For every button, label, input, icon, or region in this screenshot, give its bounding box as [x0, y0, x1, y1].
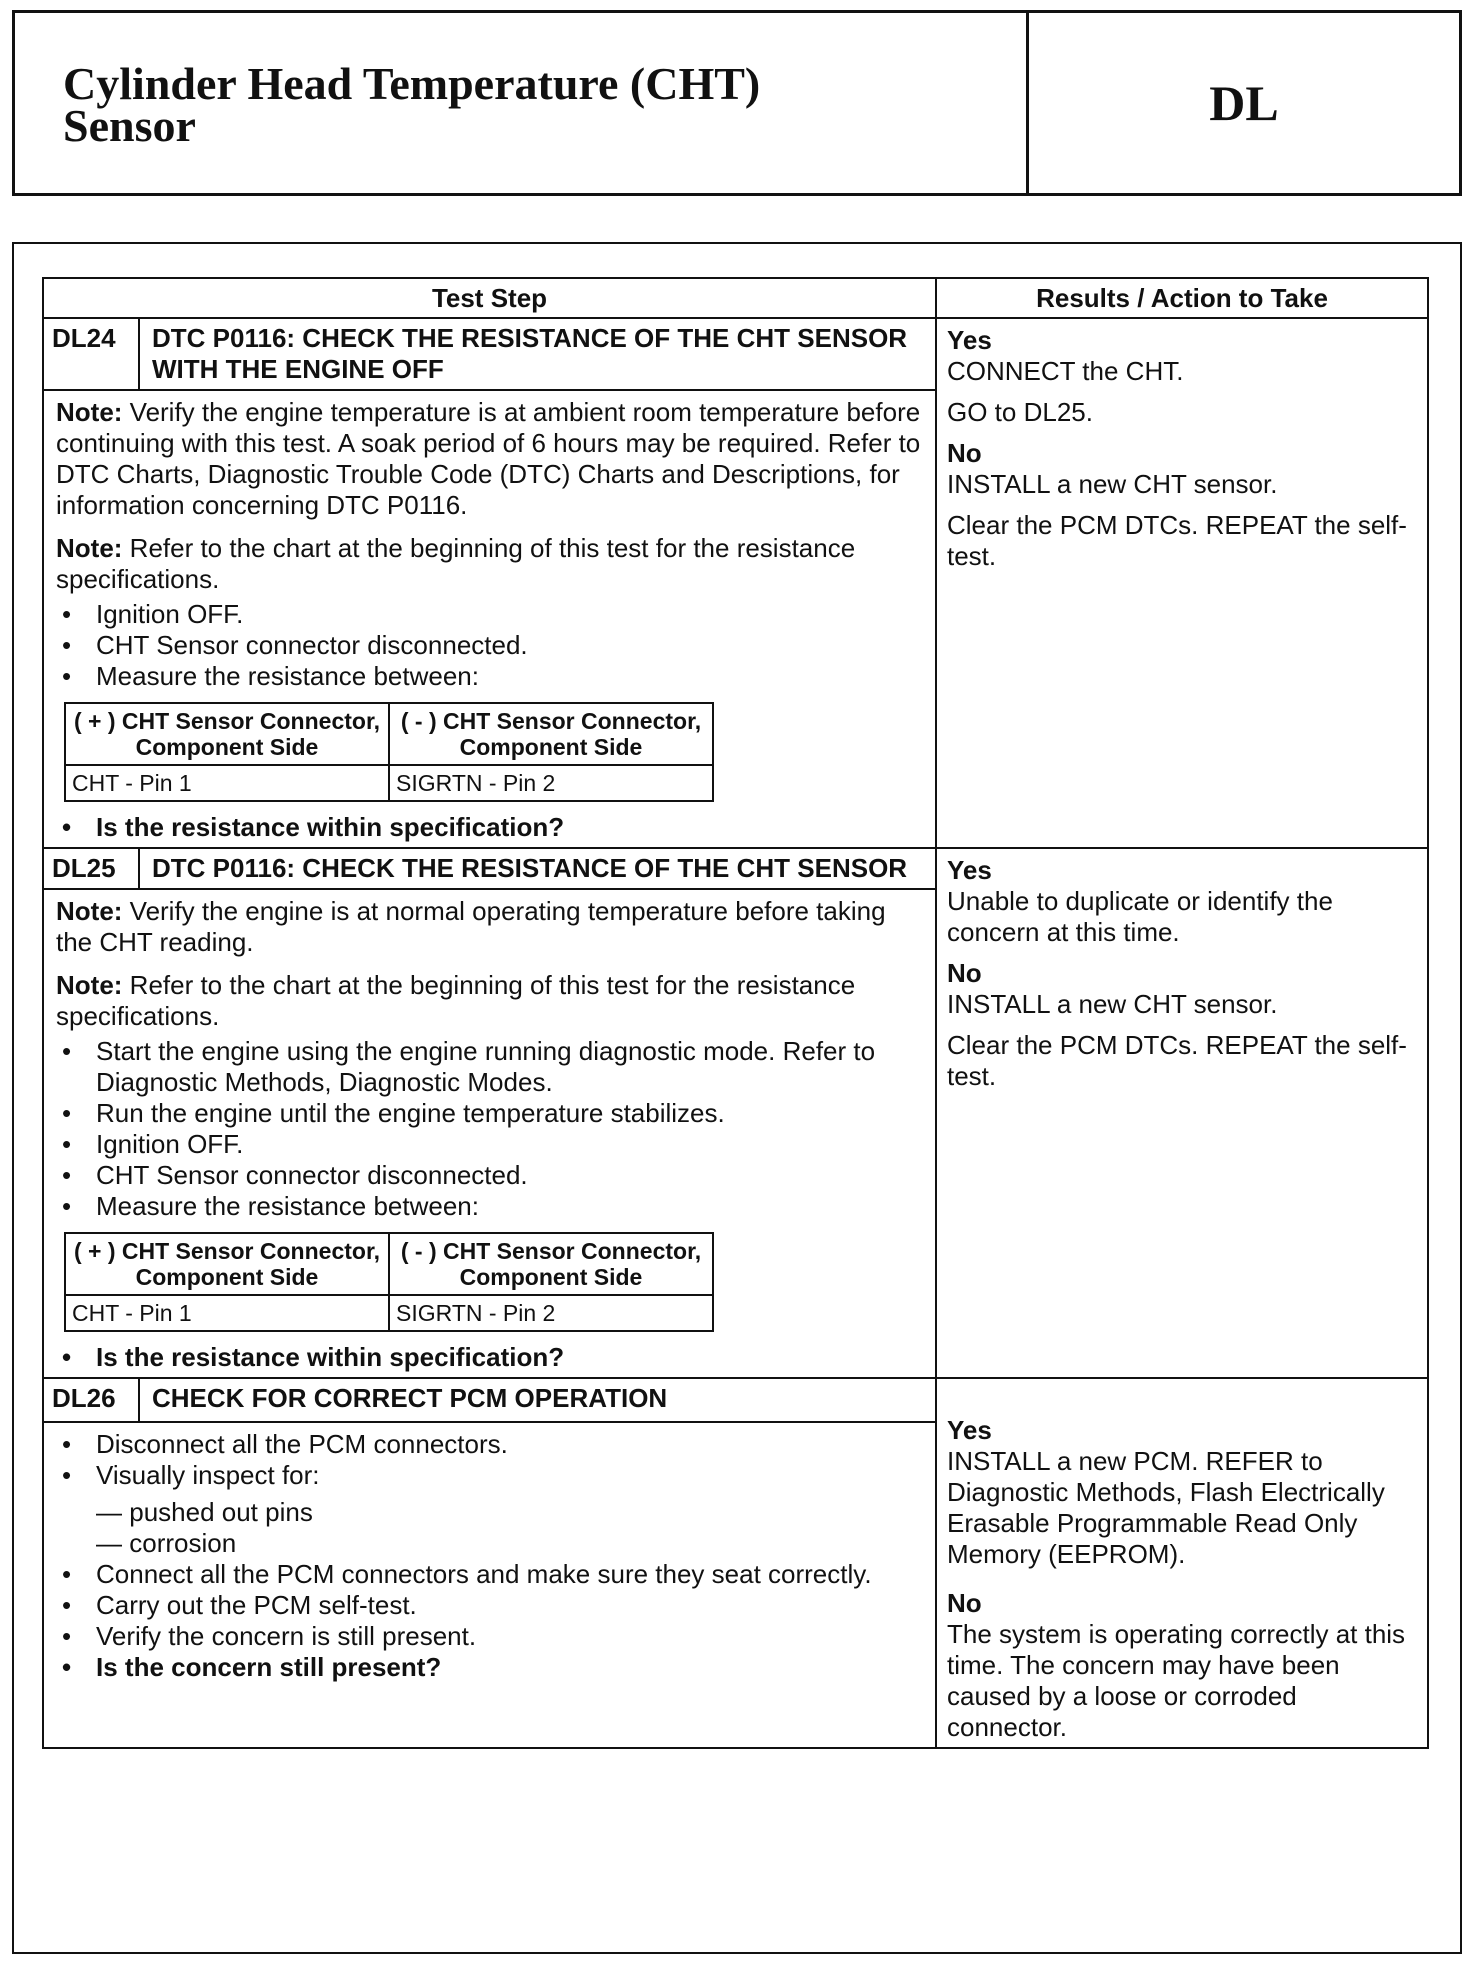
- list-item: • Ignition OFF.: [96, 1129, 923, 1160]
- section-code: DL: [1209, 75, 1279, 131]
- table-header-row: [43, 278, 1428, 318]
- pin-table-header: ( + ) CHT Sensor Connector, Component Side: [65, 1233, 389, 1295]
- yes-action: GO to DL25.: [947, 397, 1093, 427]
- no-action: Clear the PCM DTCs. REPEAT the self-test.: [947, 510, 1407, 571]
- no-action: Clear the PCM DTCs. REPEAT the self-test.: [947, 1030, 1407, 1091]
- step-title: DTC P0116: CHECK THE RESISTANCE OF THE CHT SENSOR WITH THE ENGINE OFF: [139, 318, 936, 390]
- pin-table-header: ( - ) CHT Sensor Connector, Component Side: [389, 703, 713, 765]
- list-item: • Connect all the PCM connectors and make sure they seat correctly.: [96, 1559, 923, 1590]
- bullet-list: [56, 1036, 923, 1222]
- pin-table-cell: CHT - Pin 1: [65, 1295, 389, 1331]
- no-label: No: [947, 958, 982, 988]
- yes-label: Yes: [947, 1415, 992, 1445]
- pin-table: [64, 702, 714, 802]
- title-line-2: Sensor: [63, 100, 196, 151]
- no-label: No: [947, 1588, 982, 1618]
- yes-label: Yes: [947, 855, 992, 885]
- list-item: • CHT Sensor connector disconnected.: [96, 1160, 923, 1191]
- step-result: [936, 318, 1428, 848]
- test-step-table: [42, 277, 1429, 1749]
- question-list: [56, 812, 923, 843]
- no-action: The system is operating correctly at this time. The concern may have been caused by a loose or corroded connector.: [947, 1619, 1406, 1742]
- no-label: No: [947, 438, 982, 468]
- pin-table-cell: CHT - Pin 1: [65, 765, 389, 801]
- step-id: DL26: [43, 1378, 139, 1422]
- step-body: [43, 1422, 936, 1748]
- question: • Is the resistance within specification?: [96, 1342, 923, 1373]
- list-item: — corrosion: [96, 1528, 923, 1559]
- bullet-list: [56, 1429, 923, 1491]
- step-result: [936, 1378, 1428, 1748]
- bullet-list: [56, 1559, 923, 1683]
- note: Note: Refer to the chart at the beginning of this test for the resistance specifications.: [56, 533, 856, 594]
- list-item: • Start the engine using the engine running diagnostic mode. Refer to Diagnostic Methods, Diagnostic Modes.: [96, 1036, 923, 1098]
- page-title: [15, 13, 1029, 193]
- list-item: • Visually inspect for:: [96, 1460, 923, 1491]
- step-body: [43, 390, 936, 848]
- step-row-dl24-title: [43, 318, 1428, 390]
- note: Note: Verify the engine is at normal operating temperature before taking the CHT reading.: [56, 896, 886, 957]
- step-row-dl26-title: [43, 1378, 1428, 1422]
- no-action: INSTALL a new CHT sensor.: [947, 989, 1278, 1019]
- pin-table-header: ( - ) CHT Sensor Connector, Component Side: [389, 1233, 713, 1295]
- step-title: DTC P0116: CHECK THE RESISTANCE OF THE CHT SENSOR: [139, 848, 936, 889]
- step-title: CHECK FOR CORRECT PCM OPERATION: [139, 1378, 936, 1422]
- list-item: • Run the engine until the engine temperature stabilizes.: [96, 1098, 923, 1129]
- question: • Is the resistance within specification?: [96, 812, 923, 843]
- col-header-results: Results / Action to Take: [936, 278, 1428, 318]
- question: • Is the concern still present?: [96, 1652, 923, 1683]
- list-item: • CHT Sensor connector disconnected.: [96, 630, 923, 661]
- step-row-dl25-title: [43, 848, 1428, 889]
- list-item: • Measure the resistance between:: [96, 661, 923, 692]
- list-item: • Measure the resistance between:: [96, 1191, 923, 1222]
- dash-list: [56, 1497, 923, 1559]
- pin-table-header: ( + ) CHT Sensor Connector, Component Side: [65, 703, 389, 765]
- step-body: [43, 889, 936, 1378]
- page-header: [12, 10, 1462, 196]
- yes-action: INSTALL a new PCM. REFER to Diagnostic Methods, Flash Electrically Erasable Programmable Read Only Memory (EEPROM).: [947, 1446, 1385, 1569]
- step-id: DL24: [43, 318, 139, 390]
- list-item: • Carry out the PCM self-test.: [96, 1590, 923, 1621]
- pin-table-cell: SIGRTN - Pin 2: [389, 765, 713, 801]
- col-header-test-step: Test Step: [43, 278, 936, 318]
- pin-table-cell: SIGRTN - Pin 2: [389, 1295, 713, 1331]
- yes-action: Unable to duplicate or identify the concern at this time.: [947, 886, 1333, 947]
- yes-label: Yes: [947, 325, 992, 355]
- note: Note: Verify the engine temperature is at ambient room temperature before continuing with this test. A soak period of 6 hours may be required. Refer to DTC Charts, Diagnostic Trouble Code (DTC) Charts and Descriptions, for information concerning DTC P0116.: [56, 397, 921, 520]
- bullet-list: [56, 599, 923, 692]
- list-item: — pushed out pins: [96, 1497, 923, 1528]
- yes-action: CONNECT the CHT.: [947, 356, 1184, 386]
- list-item: • Disconnect all the PCM connectors.: [96, 1429, 923, 1460]
- step-id: DL25: [43, 848, 139, 889]
- step-result: [936, 848, 1428, 1378]
- no-action: INSTALL a new CHT sensor.: [947, 469, 1278, 499]
- question-list: [56, 1342, 923, 1373]
- note: Note: Refer to the chart at the beginning of this test for the resistance specifications.: [56, 970, 856, 1031]
- pin-table: [64, 1232, 714, 1332]
- list-item: • Ignition OFF.: [96, 599, 923, 630]
- list-item: • Verify the concern is still present.: [96, 1621, 923, 1652]
- title-line-1: Cylinder Head Temperature (CHT): [63, 58, 761, 109]
